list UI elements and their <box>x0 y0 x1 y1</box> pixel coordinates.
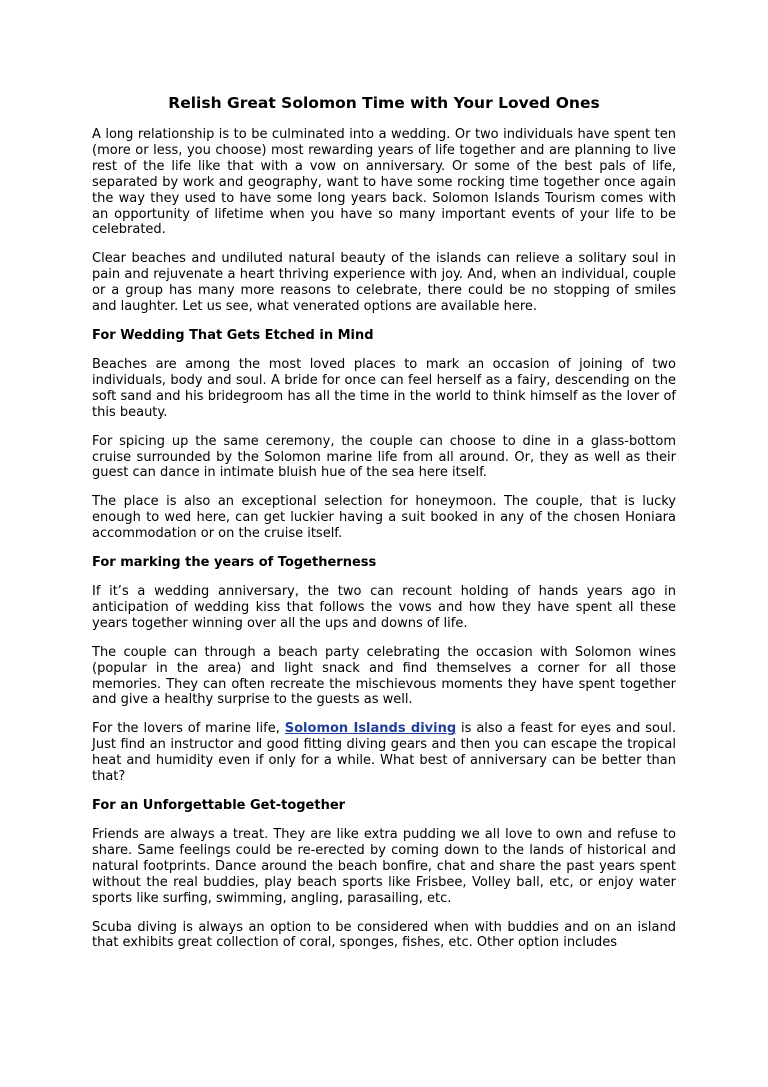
section-heading-togetherness: For marking the years of Togetherness <box>92 555 377 571</box>
wedding-paragraph-1: Beaches are among the most loved places to mark an occasion of joining of two individuals, body and soul. A bride for once can feel herself as a fairy, descending on the soft sand and his bridegroom has all the time in the world to think himself as the lover of this beauty. <box>92 356 676 420</box>
intro-paragraph-2: Clear beaches and undiluted natural beauty of the islands can relieve a solitary soul in pain and rejuvenate a heart thriving experience with joy. And, when an individual, couple or a group has many more reasons to celebrate, there could be no stopping of smiles and laughter. Let us see, what venerated options are available here. <box>92 251 676 315</box>
wedding-paragraph-3: The place is also an exceptional selection for honeymoon. The couple, that is lucky enough to wed here, can get luckier having a suit booked in any of the chosen Honiara accommodation or on the cruise itself. <box>92 494 676 542</box>
gettogether-paragraph-2: Scuba diving is always an option to be considered when with buddies and on an island that exhibits great collection of coral, sponges, fishes, etc. Other option includes <box>92 919 676 951</box>
solomon-diving-link[interactable]: Solomon Islands diving <box>284 721 457 737</box>
togetherness-paragraph-1: If it’s a wedding anniversary, the two can recount holding of hands years ago in anticipation of wedding kiss that follows the vows and how they have spent all these years together winning over all the ups and downs of life. <box>92 584 676 631</box>
document-title: Relish Great Solomon Time with Your Loved Ones <box>168 94 600 112</box>
section-heading-gettogether: For an Unforgettable Get-together <box>92 798 346 813</box>
wedding-paragraph-2: For spicing up the same ceremony, the couple can choose to dine in a glass-bottom cruise surrounded by the Solomon marine life from all around. Or, they as well as their guest can dance in intimate bluish hue of the sea here itself. <box>92 433 676 481</box>
link-paragraph-before: For the lovers of marine life, <box>92 721 285 737</box>
togetherness-paragraph-3 <box>92 721 676 785</box>
link-paragraph-after: is also a feast for eyes and soul. Just find an instructor and good fitting diving gears and then you can escape the tropical heat and humidity even if only for a while. What best of anniversary can be better than that? <box>92 721 676 785</box>
togetherness-paragraph-2: The couple can through a beach party celebrating the occasion with Solomon wines (popular in the area) and light snack and find themselves a corner for all those memories. They can often recreate the mischievous moments they have spent together and give a healthy surprise to the guests as well. <box>92 644 676 708</box>
intro-paragraph-1: A long relationship is to be culminated into a wedding. Or two individuals have spent ten (more or less, you choose) most rewarding years of life together and are planning to live rest of the life like that with a vow on anniversary. Or some of the best pals of life, separated by work and geography, want to have some rocking time together once again the way they used to have some long years back. Solomon Islands Tourism comes with an opportunity of lifetime when you have so many important events of your life to be celebrated. <box>92 127 676 238</box>
section-heading-wedding: For Wedding That Gets Etched in Mind <box>92 327 374 343</box>
gettogether-paragraph-1: Friends are always a treat. They are like extra pudding we all love to own and refuse to share. Same feelings could be re-erected by coming down to the lands of historical and natural footprints. Dance around the beach bonfire, chat and share the past years spent without the real buddies, play beach sports like Frisbee, Volley ball, etc, or enjoy water sports like surfing, swimming, angling, parasailing, etc. <box>92 827 676 906</box>
